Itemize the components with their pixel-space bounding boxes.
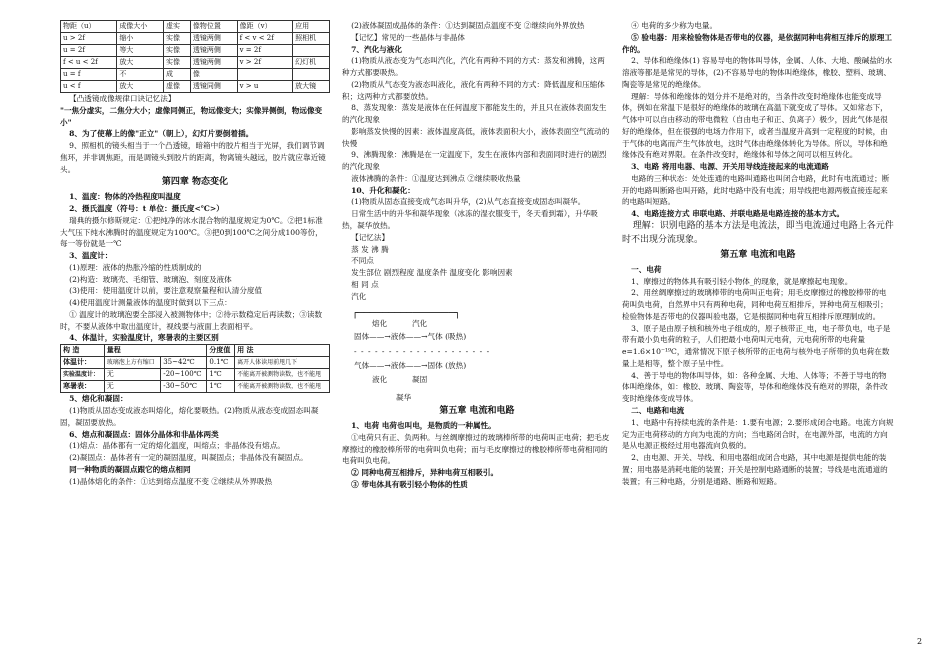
diagram-label: 液化 <box>372 375 388 385</box>
crystal-freezing-condition: (2)液体凝固成晶体的条件：①达到凝固点温度不变 ②继续向外界放热 <box>351 21 585 30</box>
point-9: 9、照相机的镜头相当于一个凸透镜，暗箱中的胶片相当于光屏，我们调节调焦环，并非调焦距，而是调镜头到胶片的距离，物离镜头越远，胶片就应靠近镜头。 <box>60 141 326 174</box>
conductors-insulators: 2、导体和绝缘体(1) 容易导电的物体叫导体，金属、人体、大地、酸碱盐的水溶液等都是是常见的导体，(2)不容易导电的物体叫绝缘体，橡胶、塑料、玻璃、陶瓷等是常见的绝缘体。 <box>622 56 893 89</box>
boiling: 9、沸腾现象：沸腾是在一定温度下，发生在液体内部和表面同时进行的剧烈的汽化现象 <box>342 150 607 172</box>
section-vaporization: 7、汽化与液化 <box>351 44 402 54</box>
sublimation-definition: (1)物质从固态直接变成气态叫升华，(2)从气态直接变成固态叫凝华。 <box>351 197 586 207</box>
diagram-label: 凝固 <box>412 375 428 385</box>
evaporation: 8、蒸发现象：蒸发是液体在任何温度下都能发生的，并且只在液体表面发生的汽化现象 <box>342 103 607 125</box>
charged-body-property: ③ 带电体具有吸引轻小物体的性质 <box>351 479 468 489</box>
table-row: 实验温度计： 无 -20~100℃ 1℃ 不能离开被测物读数，也不能甩 <box>61 369 330 381</box>
charge-point-1: 1、摩擦过的物体具有吸引轻小物体_的现象，就是摩擦起电现象。 <box>631 276 853 286</box>
conductors-understanding: 理解：导体和绝缘体的划分并不是绝对的，当条件改变时绝缘体也能变成导体，例如在常温下是很好的绝缘体的玻璃在高温下就变成了导体。又如常态下，气体中可以自由移动的带电微粒（自由电子和正、负离子）极少，因此气体是很好的绝缘体，但在很强的电场力作用下，或者当温度升高到一定程度的时候，由于气体的电离而产生气体放电，这时气体由绝缘体转化为导体。所以，导体和绝缘体没有绝对界限。在条件改变时，绝缘体和导体之间可以相互转化。 <box>622 91 888 160</box>
column-left <box>60 20 330 487</box>
electroscope: ⑤ 验电器：用来检验物体是否带电的仪器，是依据同种电荷相互排斥的原理工作的。 <box>622 32 892 54</box>
phase-change-diagram <box>342 304 612 390</box>
memory-line: 相 同 点 <box>351 279 379 289</box>
charge-quantity: ④ 电荷的多少称为电量。 <box>631 21 718 30</box>
section-thermometer: 3、温度计： <box>69 251 113 261</box>
memory-line: 发生部位 剧烈程度 温度条件 温度变化 影响因素 <box>351 268 513 278</box>
page-number: 2 <box>917 637 923 646</box>
memory-line: 不同点 <box>351 256 374 266</box>
table-row: 寒暑表： 无 -30~50℃ 1℃ 不能离开被测物读数，也不能甩 <box>61 381 330 393</box>
vaporization-definition: (1)物质从液态变为气态叫汽化，汽化有两种不同的方式：蒸发和沸腾，这两种方式都要吸热。 <box>342 56 605 78</box>
chapter-4-title: 第四章 物态变化 <box>161 177 229 188</box>
circuit-point-2: 2、由电源、开关、导线、和用电器组成闭合电路，其中电源是提供电能的装置；用电器是消耗电能的装置；开关是控制电路通断的装置；导线是电流通道的装置；有三种电路，分别是通路、断路和短路。 <box>622 453 888 486</box>
diagram-row: 气体——→液体——→固体 (放热) <box>354 361 467 371</box>
thermometer-steps: ① 温度计的玻璃泡要全部浸入被测物体中；②待示数稳定后再读数；③读数时，不要从液体中取出温度计，视线要与液面上表面相平。 <box>60 309 323 331</box>
section-melting: 5、熔化和凝固： <box>69 394 128 404</box>
table-row: u < f 放大 虚像 透镜同侧 v > u 放大镜 <box>61 81 330 93</box>
table-row: u > 2f 缩小 实像 透镜两侧 f < v < 2f 照相机 <box>61 33 330 45</box>
table-row: u = 2f 等大 实像 透镜两侧 v = 2f <box>61 45 330 57</box>
diagram-label: 汽化 <box>412 319 428 329</box>
column-right <box>622 20 894 487</box>
thermometer-structure: (2)构造：玻璃壳、毛细管、玻璃泡、刻度及液体 <box>69 274 232 284</box>
diagram-divider: - - - - - - - - - - - - - - - - - - - - <box>354 347 491 357</box>
charge-types: ①电荷只有正、负两种。与丝绸摩擦过的玻璃棒所带的电荷叫正电荷；把毛皮摩擦过的橡胶棒所带的电荷叫负电荷；而与毛皮摩擦过的橡胶棒所带电荷相同的电荷叫负电荷。 <box>342 432 610 466</box>
circuit-definition: 3、电路 将用电器、电源、开关用导线连接起来的电流通路 <box>631 162 829 172</box>
memory-line: 汽化 <box>351 291 367 301</box>
crystal-melting-condition: (1)晶体熔化的条件：①达到熔点温度不变 ②继续从外界吸热 <box>69 476 273 486</box>
heading-charge: 一、电荷 <box>631 264 662 274</box>
thermometer-measure: (4)使用温度计测量液体的温度时做到以下三点： <box>69 298 232 308</box>
sublimation-examples: 日常生活中的升华和凝华现象（冰冻的湿衣服变干，冬天看到霜），升华吸热，凝华放热。 <box>342 209 598 231</box>
section-thermometer-types: 4、体温计，实验温度计，寒暑表的主要区别 <box>69 333 219 343</box>
mnemonic-title: 【凸透镜成像规律口诀记忆法】 <box>69 94 176 103</box>
heading-circuit: 二、电路和电流 <box>631 406 685 416</box>
thermometer-usage: (3)使用：使用温度计以前，要注意观察量程和认清分度值 <box>69 286 263 296</box>
circuit-understanding: 理解：识别电路的基本方法是电流法，即当电流通过电路上各元件时不出现分流现象。 <box>622 221 894 245</box>
circuit-connection: 4、电路连接方式 串联电路、并联电路是电路连接的基本方式。 <box>631 209 845 219</box>
diagram-label: 凝华 <box>396 393 412 403</box>
diagram-label: 熔化 <box>372 319 388 329</box>
mnemonic: "一焦分虚实，二焦分大小；虚像同侧正，物远像变大；实像异侧倒，物远像变小" <box>60 105 323 127</box>
table-row: 体温计： 玻璃泡上方有缩口 35~42℃ 0.1℃ 离开人体读用前甩几下 <box>61 357 330 369</box>
memory-line: 蒸 发 沸 腾 <box>351 244 389 254</box>
charge-point-4: 4、善于导电的物体叫导体，如：各种金属、大地、人体等；不善于导电的物体叫绝缘体，如：橡胶、玻璃、陶瓷等，导体和绝缘体没有绝对的界限，条件改变时绝缘体变成导体。 <box>622 370 888 404</box>
same-point-note: 同一种物质的凝固点跟它的熔点相同 <box>69 464 191 474</box>
liquefaction-definition: (2)物质从气态变为液态叫液化，液化有两种不同的方式：降低温度和压缩体积；这两种方式都要放热。 <box>342 79 605 101</box>
circuit-point-1: 1、电路中有持续电流的条件是：1.要有电源；2.要形成闭合电路。电流方向规定为正电荷移动的方向为电流的方向；当电路闭合时，在电源外部，电流的方向是从电源正极经过用电器流向负极的。 <box>622 417 894 451</box>
melting-point: (1)熔点：晶体都有一定的熔化温度，叫熔点；非晶体没有熔点。 <box>69 441 285 451</box>
charge-title: 1、电荷 电荷也叫电，是物质的一种属性。 <box>351 421 496 431</box>
section-temperature: 1、温度：物体的冷热程度叫温度 <box>69 192 181 202</box>
charge-interaction: ② 同种电荷互相排斥，异种电荷互相吸引。 <box>351 468 499 478</box>
section-melting-point: 6、熔点和凝固点：固体分晶体和非晶体两类 <box>69 429 219 439</box>
memory-crystals: 【记忆】常见的一些晶体与非晶体 <box>351 32 466 42</box>
table-row: u = f 不 成 像 <box>61 69 330 81</box>
charge-point-3: 3、原子是由原子核和核外电子组成的，原子核带正_电，电子带负电，电子是带有最小负电荷的粒子，人们把最小电荷叫元电荷，元电荷所带的电荷量e=1.6×10⁻¹⁹C，通常情况下原子核所带的正电荷与核外电子所带的负电荷在数量上是相等，整个原子呈中性。 <box>622 323 891 368</box>
bracket-top: ┌────────────────┐ <box>352 308 461 320</box>
boiling-condition: 液体沸腾的条件：①温度达到沸点 ②继续吸收热量 <box>351 173 521 183</box>
table-row: f < u < 2f 放大 实像 透镜两侧 v > 2f 幻灯机 <box>61 57 330 69</box>
convex-lens-table: 物距（u） 成像大小 虚实 像物位置 像距（v） 应用 u > 2f 缩小 实像 透镜两侧 f < v < 2f 照相机 u = 2f 等大 实像 透镜两侧 v = 2f f < u < 2f 放大 实像 透镜两侧 v > 2f 幻灯机 u = f 不 成 像 u < f 放大 虚像 透镜同侧 v > u 放大镜 <box>60 20 330 93</box>
chapter-5-title-repeat: 第五章 电流和电路 <box>720 249 796 260</box>
thermometer-principle: (1)原理：液体的热胀冷缩的性质制成的 <box>69 262 202 272</box>
memory-method: 【记忆法】 <box>351 232 390 242</box>
section-sublimation: 10、升化和凝化： <box>351 185 415 195</box>
section-celsius: 2、摄氏温度（符号：t 单位：摄氏度<℃>） <box>69 204 224 214</box>
melting-definition: (1)物质从固态变成液态叫熔化，熔化要吸热。(2)物质从液态变成固态叫凝固，凝固要放热。 <box>60 406 319 427</box>
chapter-5-title: 第五章 电流和电路 <box>439 406 515 417</box>
freezing-point: (2)凝固点：晶体者有一定的凝固温度，叫凝固点；非晶体没有凝固点。 <box>69 453 308 463</box>
thermometer-table: 构 造 量程 分度值 用 法 体温计： 玻璃泡上方有缩口 35~42℃ 0.1℃ 离开人体读用前甩几下 实验温度计： 无 -20~100℃ 1℃ 不能离开被测物读数，也不能甩 寒暑表： 无 -30~50℃ 1℃ 不能离开被测物读数，也不能甩 <box>60 344 330 393</box>
charge-point-2: 2、用丝绸摩擦过的玻璃棒带的电荷叫正电荷；用毛皮摩擦过的橡胶棒带的电荷叫负电荷，自然界中只有两种电荷，同种电荷互相排斥，异种电荷互相吸引；检验物体是否带电的仪器叫验电器，它是根据同种电荷互相排斥原理制成的。 <box>622 288 888 321</box>
diagram-row: 固体——→液体——→气体 (吸热) <box>354 332 467 342</box>
column-middle <box>342 20 612 491</box>
evaporation-factors: 影响蒸发快慢的因素：液体温度高低，液体表面积大小，液体表面空气流动的快慢 <box>342 126 610 148</box>
celsius-definition: 瑞典的摄尔修斯规定：①把纯净的冰水混合物的温度规定为0℃。②把1标准大气压下纯水沸腾时的温度规定为100℃。③把0到100℃之间分成100等份，每一等份就是一℃ <box>60 215 323 249</box>
point-8: 8、为了使幕上的像"正立"（朝上），幻灯片要倒着插。 <box>69 129 254 139</box>
circuit-states: 电路的三种状态：处处连通的电路叫通路也叫闭合电路，此时有电流通过；断开的电路叫断路也叫开路，此时电路中没有电流；用导线把电源两极直接连起来的电路叫短路。 <box>622 173 890 207</box>
